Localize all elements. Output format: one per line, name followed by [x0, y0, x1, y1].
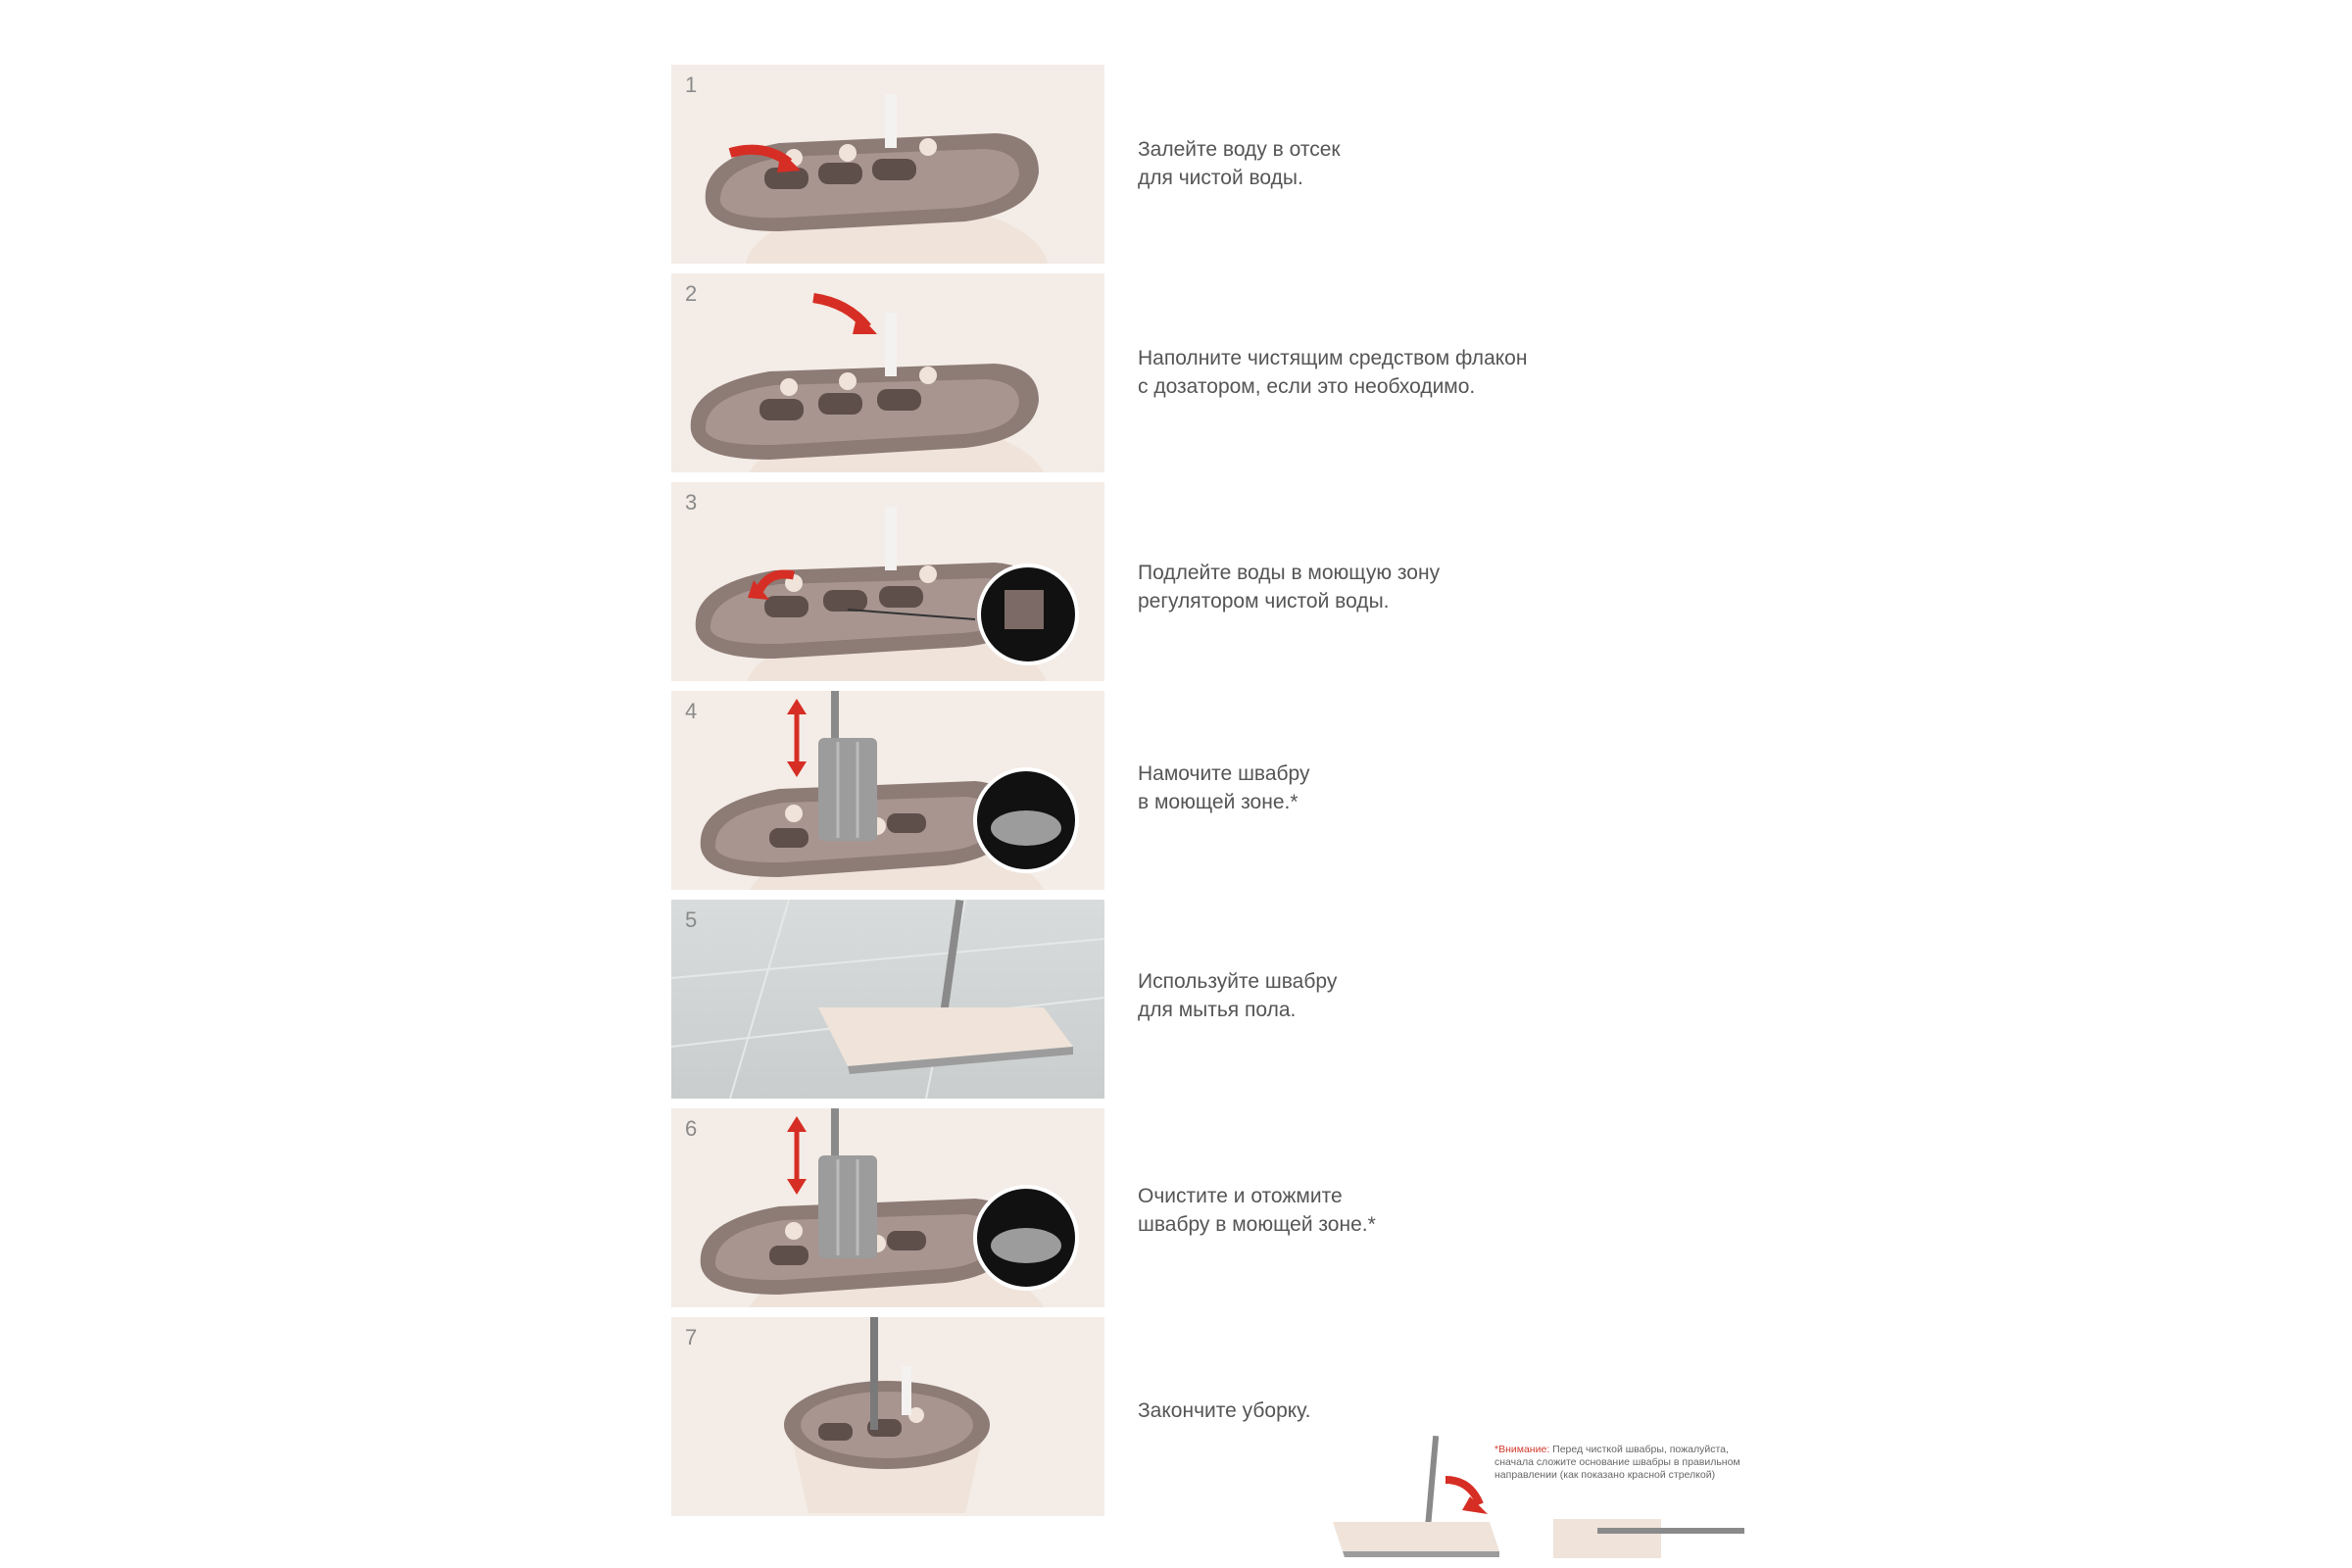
step-number: 2: [685, 281, 698, 306]
step-number: 6: [685, 1116, 698, 1141]
step-line-2: с дозатором, если это необходимо.: [1138, 375, 1476, 398]
red-arrow-icon: [1446, 1480, 1480, 1504]
bucket-illustration: [671, 1317, 1104, 1516]
step-line-1: Подлейте воды в моющую зону: [1138, 562, 1441, 584]
bucket-illustration: [671, 1108, 1104, 1307]
step-7-image: [671, 1317, 1104, 1516]
bucket-illustration: [671, 691, 1104, 890]
step-3-text: [1138, 559, 1687, 615]
warning-text: Перед чисткой швабры, пожалуйста, сначала сложите основание швабры в правильном направлении (как показано красной стрелкой): [1494, 1444, 1740, 1481]
step-5-image: [671, 900, 1104, 1099]
bucket-illustration: [671, 482, 1104, 681]
step-line-2: для мытья пола.: [1138, 999, 1297, 1021]
step-1-image: [671, 65, 1104, 264]
step-6-text: [1138, 1182, 1687, 1239]
bucket-illustration: [671, 273, 1104, 472]
step-line-1: Намочите швабру: [1138, 762, 1310, 785]
step-number: 7: [685, 1325, 698, 1349]
step-number: 1: [685, 73, 698, 97]
mop-folding-note: [1333, 1436, 1764, 1568]
step-number: 5: [685, 907, 698, 932]
mop-illustration: [671, 900, 1104, 1099]
step-number: 3: [685, 490, 698, 514]
step-5-text: [1138, 967, 1687, 1024]
step-line-1: Очистите и отожмите: [1138, 1185, 1343, 1207]
step-line-2: регулятором чистой воды.: [1138, 590, 1390, 612]
step-line-2: для чистой воды.: [1138, 167, 1303, 189]
step-6-image: [671, 1108, 1104, 1307]
step-3-image: [671, 482, 1104, 681]
step-2-image: [671, 273, 1104, 472]
step-2-text: [1138, 344, 1687, 401]
step-line-1: Наполните чистящим средством флакон: [1138, 347, 1528, 369]
warning-label: *Внимание:: [1494, 1444, 1550, 1455]
step-1-text: [1138, 135, 1687, 192]
step-line-1: Используйте швабру: [1138, 970, 1338, 993]
step-4-image: [671, 691, 1104, 890]
step-line-2: в моющей зоне.*: [1138, 791, 1298, 813]
step-line-1: Залейте воду в отсек: [1138, 138, 1341, 161]
bucket-illustration: [671, 65, 1104, 264]
step-number: 4: [685, 699, 698, 723]
step-line-1: Закончите уборку.: [1138, 1399, 1311, 1422]
step-7-text: [1138, 1396, 1687, 1425]
warning-note: [1494, 1444, 1769, 1482]
step-4-text: [1138, 760, 1687, 816]
step-line-2: швабру в моющей зоне.*: [1138, 1213, 1376, 1236]
